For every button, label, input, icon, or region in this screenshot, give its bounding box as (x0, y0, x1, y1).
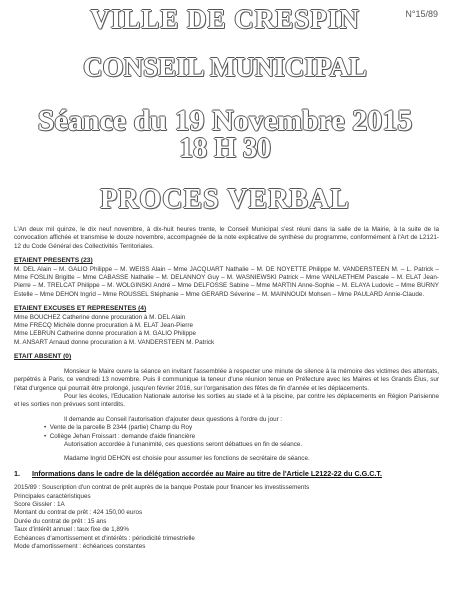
loan-line: 2015/89 : Souscription d'un contrat de prêt auprès de la banque Postale pour financer les investissements (14, 484, 310, 492)
section-1-heading (14, 470, 439, 478)
document-type-title: PROCES VERBAL (100, 184, 350, 215)
secretary-paragraph: Madame Ingrid DEHON est choisie pour assumer les fonctions de secrétaire de séance. (64, 455, 310, 463)
excused-line: Mme FRECQ Michèle donne procuration à M. ELAT Jean-Pierre (14, 322, 193, 330)
loan-line: Principales caractéristiques (14, 492, 91, 500)
excused-line: Mme LEBRUN Catherine donne procuration à M. GALIO Philippe (14, 330, 196, 338)
agenda-bullet-text: Vente de la parcelle B 2344 (partie) Champ du Roy (49, 424, 193, 432)
loan-line: Montant du contrat de prêt : 424 150,00 euros (14, 509, 143, 517)
agenda-bullet: • Collège Jehan Froissart : demande d'aide financière (44, 432, 196, 440)
agenda-request-paragraph: Il demande au Conseil l'autorisation d'ajouter deux questions à l'ordre du jour : (64, 415, 283, 423)
loan-line: Score Gissler : 1A (14, 500, 65, 508)
city-title: VILLE DE CRESPIN (90, 4, 360, 34)
loan-line: Echéances d'amortissement et d'intérêts : périodicité trimestrielle (14, 534, 195, 542)
loan-line: Taux d'intérêt annuel : taux fixe de 1,89% (14, 526, 129, 534)
excused-line: Mme BOUCHEZ Catherine donne procuration à M. DEL Alain (14, 313, 186, 321)
section-title: Informations dans le cadre de la délégation accordée au Maire au titre de l'Article L2122-22 du C.G.C.T. (32, 468, 383, 478)
absent-heading: ETAIT ABSENT (0) (14, 353, 72, 361)
agenda-bullet: • Vente de la parcelle B 2344 (partie) Champ du Roy (44, 424, 193, 432)
present-list: M. DEL Alain – M. GALIO Philippe – M. WEISS Alain – Mme JACQUART Nathalie – M. DE NOYETTE Philippe M. VANDERSTEEN M. – L. Patrick – Mme FOSLIN Brigitte – Mme CABASSE Nathalie – M. DELANNOY Guy – M. WASNIEWSKI Patrick – Mme VANLAETHEM Pascale – M. ELAT Jean-Pierre – M. TRELCAT Philippe – M. WOLGINSKI André – Mme DELFOSSE Sabine – Mme MARTIN Anne-Sophie – M. ELAYA Ludovic – Mme BURNY Estelle – Mme DEHON Ingrid – Mme ROUSSEL Stéphanie – Mme GERARD Séverine – M. MAINNOUDI Mohsen – Mme PAULARD Annie-Claude. (14, 265, 439, 298)
authorization-paragraph: Autorisation accordée à l'unanimité, ces questions seront débattues en fin de séance. (64, 440, 303, 448)
loan-line: Durée du contrat de prêt : 15 ans (14, 517, 107, 525)
council-title: CONSEIL MUNICIPAL (83, 52, 367, 82)
schools-paragraph: Pour les écoles, l'Education Nationale autorise les sorties au stade et à la piscine, par contre les déplacements en Région Parisienne et les sorties non prévues sont interdits. (14, 392, 439, 409)
session-date: Séance du 19 Novembre 2015 (37, 104, 413, 137)
document-reference: N°15/89 (405, 9, 438, 19)
excused-line: M. ANSART Arnaud donne procuration à M. VANDERSTEEN M. Patrick (14, 338, 215, 346)
loan-line: Mode d'amortissement : échéances constantes (14, 543, 146, 550)
opening-paragraph: Monsieur le Maire ouvre la séance en invitant l'assemblée à respecter une minute de silence à la mémoire des victimes des attentats, perpétrés à Paris, ce vendredi 13 novembre. Puis il communique la teneur d'une réunion tenue en Préfecture avec les Maires et les Grands Élus, sur l'état d'urgence qui pourrait être prolongé, jusqu'en février 2016, sur l'organisation des fêtes de fin d'année et les déplacements. (14, 367, 439, 392)
loan-details (14, 484, 439, 551)
excused-heading: ETAIENT EXCUSES ET REPRESENTES (4) (14, 305, 147, 313)
session-time: 18 H 30 (179, 133, 271, 164)
intro-paragraph: L'An deux mil quinze, le dix neuf novembre, à dix-huit heures trente, le Conseil Municipal s'est réuni dans la salle de la Mairie, à la suite de la convocation affichée et transmise le douze novembre, accompagnée de la note explicative de synthèse du programme, conformément à l'Art de L2121-12 du Code Général des Collectivités Territoriales. (14, 226, 439, 250)
agenda-bullet-text: Collège Jehan Froissart : demande d'aide financière (49, 432, 196, 440)
section-number: 1. (14, 468, 20, 478)
document-body (14, 226, 439, 551)
excused-list (14, 314, 439, 348)
present-heading: ETAIENT PRESENTS (23) (14, 257, 93, 265)
